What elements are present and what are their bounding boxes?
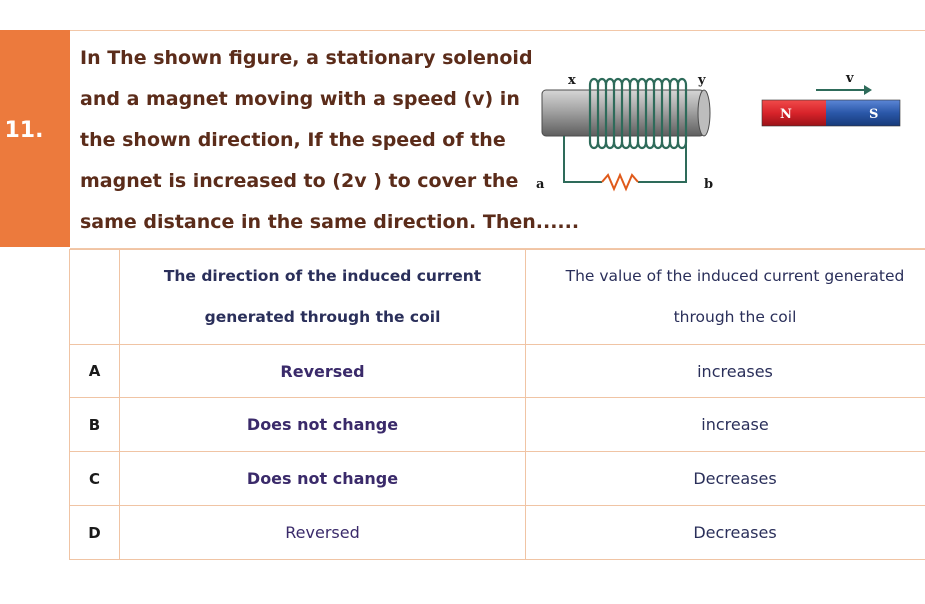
question-line: same distance in the same direction. Then......: [80, 211, 580, 233]
table-row[interactable]: [70, 398, 925, 452]
table-row[interactable]: [70, 345, 925, 398]
magnet-north-label: N: [780, 107, 792, 122]
header-direction: [120, 250, 526, 345]
question-line: the shown direction, If the speed of the: [80, 129, 506, 151]
table-header-row: [70, 250, 925, 345]
question-number: 11.: [4, 118, 44, 143]
option-direction: Reversed: [120, 506, 526, 560]
question-line: magnet is increased to (2v ) to cover the: [80, 170, 519, 192]
table-row[interactable]: [70, 452, 925, 506]
option-label: B: [70, 398, 120, 452]
header-value-line1: The value of the induced current generated: [565, 267, 905, 285]
label-y: y: [698, 73, 706, 88]
header-direction-line2: generated through the coil: [204, 308, 441, 326]
velocity-label: v: [846, 71, 854, 86]
option-label: A: [70, 345, 120, 398]
answer-table: [69, 249, 925, 560]
header-direction-line1: The direction of the induced current: [163, 267, 482, 285]
solenoid-magnet-figure: [520, 60, 920, 200]
header-value: [526, 250, 925, 345]
question-line: and a magnet moving with a speed (v) in: [80, 88, 520, 110]
option-direction: Reversed: [120, 345, 526, 398]
option-value: Decreases: [526, 506, 925, 560]
top-divider: [70, 30, 925, 31]
header-value-line2: through the coil: [673, 308, 797, 326]
label-x: x: [568, 73, 576, 88]
resistor-icon: [602, 175, 638, 189]
magnet-south-label: S: [869, 107, 879, 122]
option-value: Decreases: [526, 452, 925, 506]
option-direction: Does not change: [120, 452, 526, 506]
question-text: [80, 38, 580, 243]
label-b: b: [704, 177, 714, 192]
option-value: increases: [526, 345, 925, 398]
option-value: increase: [526, 398, 925, 452]
circuit-wire: [564, 136, 686, 182]
question-line: In The shown figure, a stationary solenoid: [80, 47, 533, 69]
bar-magnet-icon: [762, 100, 900, 126]
option-direction: Does not change: [120, 398, 526, 452]
label-a: a: [536, 177, 545, 192]
solenoid-icon: [542, 79, 710, 148]
arrow-right-icon: [816, 85, 872, 95]
header-empty-cell: [70, 250, 120, 345]
option-label: D: [70, 506, 120, 560]
table-row[interactable]: [70, 506, 925, 560]
option-label: C: [70, 452, 120, 506]
